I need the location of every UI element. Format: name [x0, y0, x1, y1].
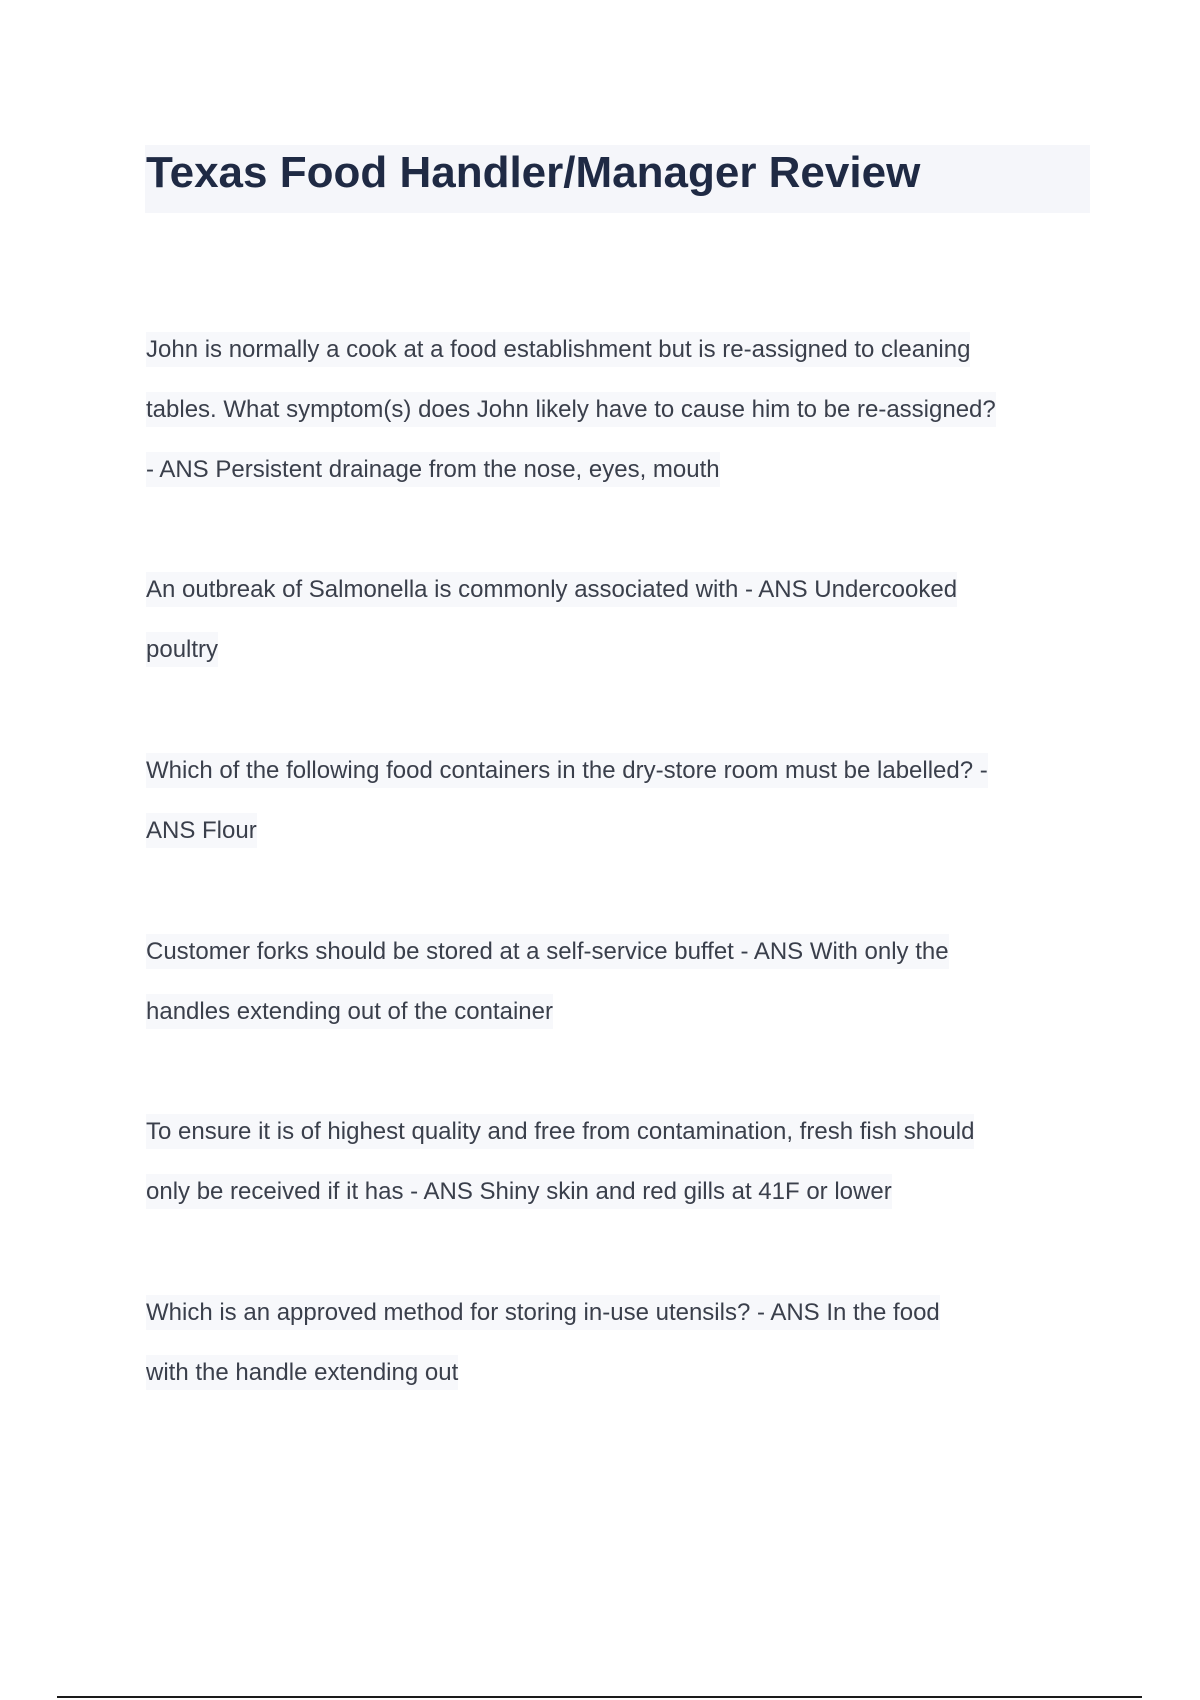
qa-line: [146, 620, 1096, 680]
qa-line: [146, 560, 1096, 620]
qa-line-text: An outbreak of Salmonella is commonly associated with - ANS Undercooked: [146, 572, 957, 607]
qa-line-text: with the handle extending out: [146, 1355, 458, 1390]
qa-entry-1: [146, 320, 1096, 500]
qa-line: [146, 440, 1096, 500]
footer-divider: [57, 1696, 1142, 1698]
qa-line: [146, 320, 1096, 380]
qa-entry-2: [146, 560, 1096, 680]
qa-line: [146, 1102, 1096, 1162]
qa-line: [146, 380, 1096, 440]
qa-line-text: only be received if it has - ANS Shiny skin and red gills at 41F or lower: [146, 1174, 892, 1209]
qa-line-text: Which of the following food containers in the dry-store room must be labelled? -: [146, 753, 988, 788]
qa-line-text: - ANS Persistent drainage from the nose, eyes, mouth: [146, 452, 720, 487]
qa-line: [146, 1162, 1096, 1222]
qa-line-text: handles extending out of the container: [146, 994, 553, 1029]
qa-entry-5: [146, 1102, 1096, 1222]
qa-line: [146, 741, 1096, 801]
qa-line-text: poultry: [146, 632, 218, 667]
qa-line: [146, 1343, 1096, 1403]
qa-line: [146, 922, 1096, 982]
qa-line: [146, 982, 1096, 1042]
page-title: Texas Food Handler/Manager Review: [146, 148, 921, 197]
qa-entry-6: [146, 1283, 1096, 1403]
qa-line-text: John is normally a cook at a food establishment but is re-assigned to cleaning: [146, 332, 970, 367]
qa-line: [146, 1283, 1096, 1343]
qa-line-text: Which is an approved method for storing in-use utensils? - ANS In the food: [146, 1295, 940, 1330]
qa-line-text: ANS Flour: [146, 813, 257, 848]
qa-entry-3: [146, 741, 1096, 861]
qa-entry-4: [146, 922, 1096, 1042]
qa-line: [146, 801, 1096, 861]
qa-line-text: Customer forks should be stored at a self-service buffet - ANS With only the: [146, 934, 949, 969]
qa-line-text: tables. What symptom(s) does John likely have to cause him to be re-assigned?: [146, 392, 996, 427]
qa-line-text: To ensure it is of highest quality and free from contamination, fresh fish should: [146, 1114, 974, 1149]
